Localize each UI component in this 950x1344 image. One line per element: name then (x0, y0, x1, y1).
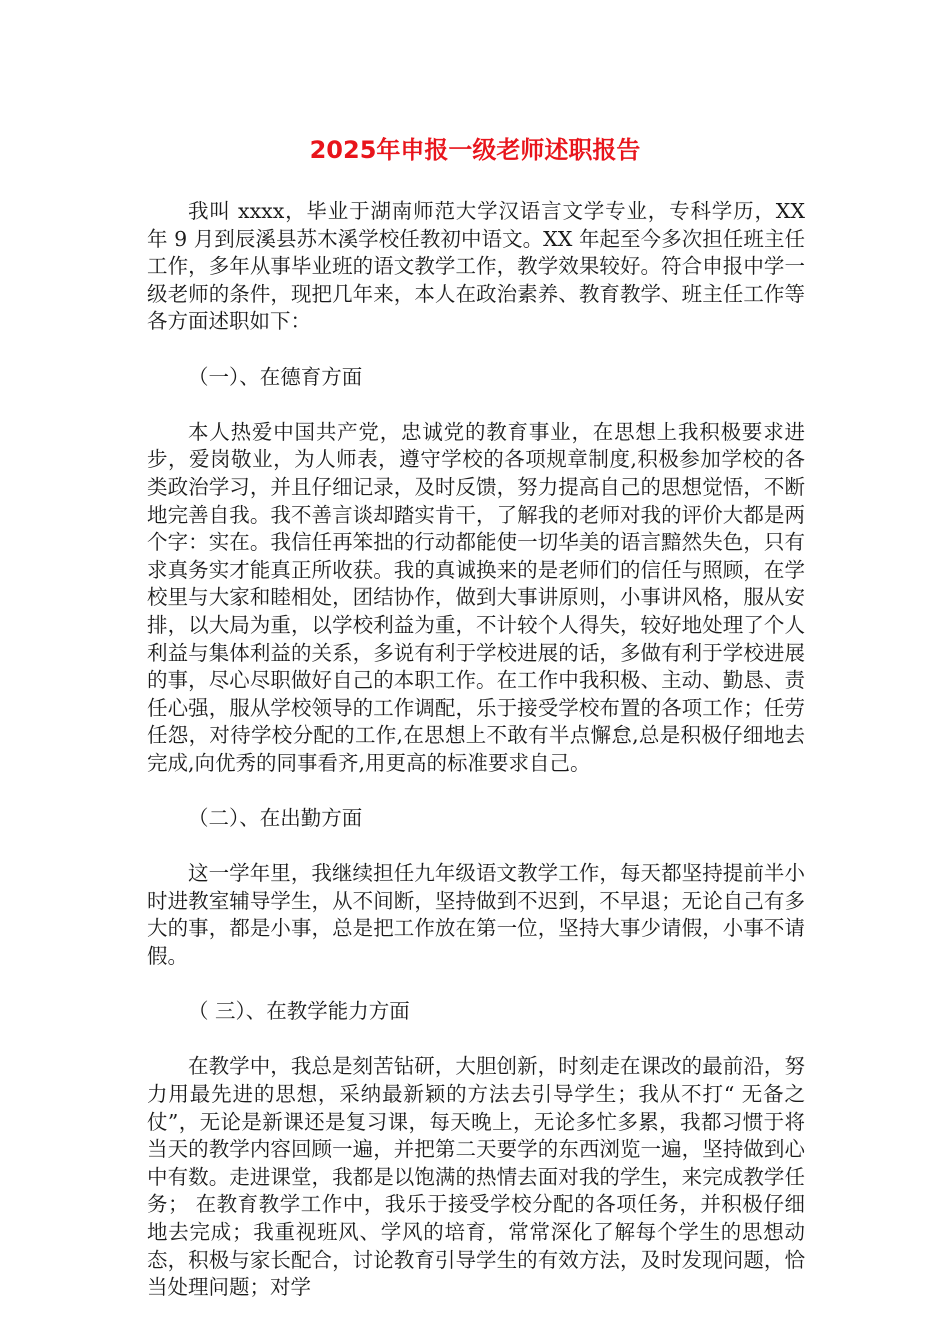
section-heading-moral: （一）、在德育方面 (188, 364, 363, 389)
section-body-moral: 本人热爱中国共产党，忠诚党的教育事业，在思想上我积极要求进步，爱岗敬业，为人师表，遵守学校的各项规章制度,积极参加学校的各类政治学习，并且仔细记录，及时反馈，努力提高自己的思想觉悟，不断地完善自我。我不善言谈却踏实肯干，了解我的老师对我的评价大都是两个字：实在。我信任再笨拙的行动都能使一切华美的语言黯然失色，只有求真务实才能真正所收获。我的真诚换来的是老师们的信任与照顾，在学校里与大家和睦相处，团结协作，做到大事讲原则，小事讲风格，服从安排，以大局为重，以学校利益为重，不计较个人得失，较好地处理了个人利益与集体利益的关系，多说有利于学校进展的话，多做有利于学校进展的事，尽心尽职做好自己的本职工作。在工作中我积极、主动、勤恳、责任心强，服从学校领导的工作调配，乐于接受学校布置的各项工作；任劳任怨，对待学校分配的工作,在思想上不敢有半点懈怠,总是积极仔细地去完成,向优秀的同事看齐,用更高的标准要求自己。 (147, 419, 805, 775)
section-heading-attendance: （二）、在出勤方面 (188, 806, 363, 831)
section-body-attendance: 这一学年里，我继续担任九年级语文教学工作，每天都坚持提前半小时进教室辅导学生，从不间断，坚持做到不迟到，不早退；无论自己有多大的事，都是小事，总是把工作放在第一位，坚持大事少请假，小事不请假。 (147, 861, 805, 969)
intro-paragraph: 我叫 xxxx，毕业于湖南师范大学汉语言文学专业，专科学历，XX 年 9 月到辰溪县苏木溪学校任教初中语文。XX 年起至今多次担任班主任工作，多年从事毕业班的语文教学工作，教学效果较好。符合申报中学一级老师的条件，现把几年来，本人在政治素养、教育教学、班主任工作等各方面述职如下： (147, 199, 805, 334)
document-title: 2025年申报一级老师述职报告 (309, 136, 641, 164)
section-heading-teaching: （ 三）、在教学能力方面 (188, 999, 410, 1024)
document-body (147, 198, 805, 1302)
section-body-teaching: 在教学中，我总是刻苦钻研，大胆创新，时刻走在课改的最前沿，努力用最先进的思想，采纳最新颖的方法去引导学生；我从不打“ 无备之仗”，无论是新课还是复习课，每天晚上，无论多忙多累，我都习惯于将当天的教学内容回顾一遍，并把第二天要学的东西浏览一遍，坚持做到心中有数。走进课堂，我都是以饱满的热情去面对我的学生，来完成教学任务； 在教育教学工作中，我乐于接受学校分配的各项任务，并积极仔细地去完成；我重视班风、学风的培育，常常深化了解每个学生的思想动态，积极与家长配合，讨论教育引导学生的有效方法，及时发现问题，恰当处理问题；对学 (147, 1054, 805, 1300)
